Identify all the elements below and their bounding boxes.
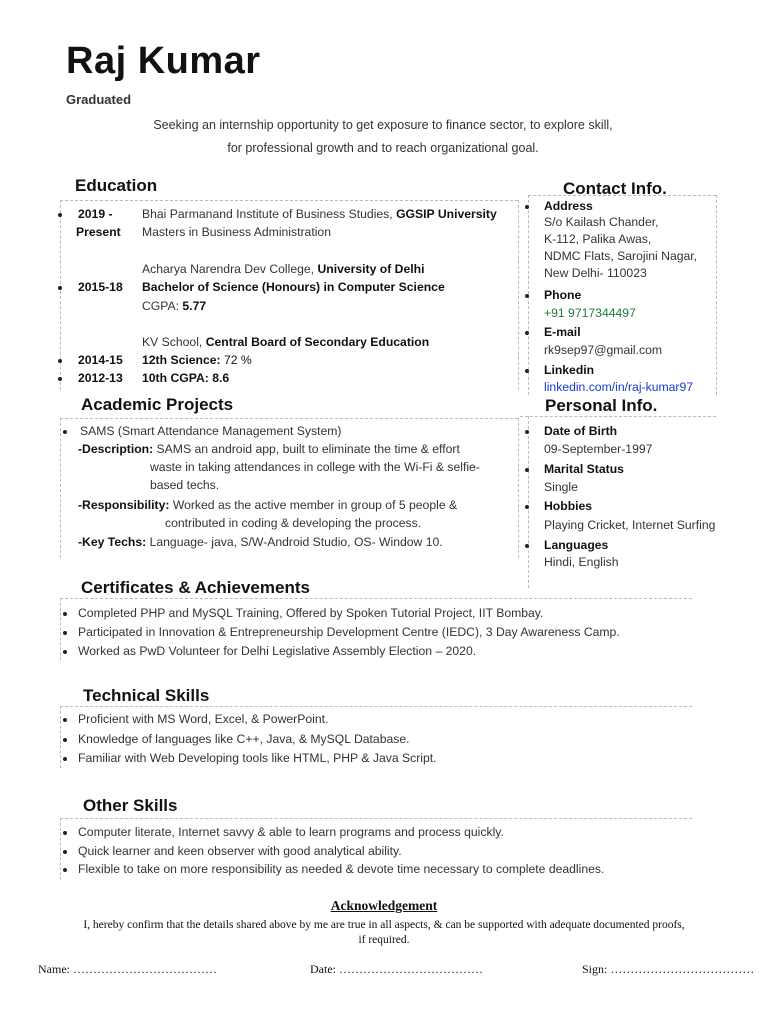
certificates-title: Certificates & Achievements	[81, 578, 310, 597]
bullet	[63, 868, 67, 872]
phone-number: +91 9717344497	[544, 306, 636, 320]
project-description: -Description: SAMS an android app, built to eliminate the time & effort	[78, 442, 460, 456]
other-skill-item: Flexible to take on more responsibility as needed & devote time necessary to complete deadlines.	[78, 862, 605, 876]
bullet	[525, 505, 529, 509]
marital-label: Marital Status	[544, 462, 624, 476]
bullet	[525, 294, 529, 298]
bullet	[63, 612, 67, 616]
dob-value: 09-September-1997	[544, 442, 653, 456]
languages-value: Hindi, English	[544, 555, 619, 569]
bullet	[63, 718, 67, 722]
divider	[518, 200, 519, 390]
bullet	[63, 650, 67, 654]
other-skill-item: Quick learner and keen observer with good analytical ability.	[78, 844, 402, 858]
divider	[60, 200, 518, 201]
marital-value: Single	[544, 480, 578, 494]
other-title: Other Skills	[83, 796, 178, 815]
edu-institution: KV School, Central Board of Secondary Education	[142, 335, 430, 349]
bullet	[525, 331, 529, 335]
divider	[60, 598, 692, 599]
bullet	[525, 430, 529, 434]
languages-label: Languages	[544, 538, 609, 552]
edu-year: 2014-15	[78, 353, 123, 367]
divider	[518, 418, 519, 558]
certificate-item: Participated in Innovation & Entrepreneurship Development Centre (IEDC), 3 Day Awareness Camp.	[78, 625, 620, 639]
divider	[60, 706, 61, 768]
divider	[60, 418, 61, 558]
edu-year: 2012-13	[78, 371, 123, 385]
edu-year: 2015-18	[78, 280, 123, 294]
projects-title: Academic Projects	[81, 395, 234, 414]
bullet	[63, 850, 67, 854]
edu-degree: Masters in Business Administration	[142, 225, 331, 239]
bullet	[58, 377, 62, 381]
bullet	[63, 757, 67, 761]
bullet	[63, 738, 67, 742]
project-name: SAMS (Smart Attendance Management System)	[80, 424, 342, 438]
address: S/o Kailash Chander, K-112, Palika Awas, NDMC Flats, Sarojini Nagar, New Delhi- 110023	[544, 215, 698, 280]
objective-line-1: Seeking an internship opportunity to get exposure to finance sector, to explore skill,	[153, 118, 613, 132]
bullet	[58, 213, 62, 217]
technical-title: Technical Skills	[83, 686, 210, 705]
dob-label: Date of Birth	[544, 424, 618, 438]
education-title: Education	[75, 176, 158, 195]
phone-label: Phone	[544, 288, 582, 302]
bullet	[58, 359, 62, 363]
certificate-item: Completed PHP and MySQL Training, Offered by Spoken Tutorial Project, IIT Bombay.	[78, 606, 544, 620]
personal-title: Personal Info.	[545, 396, 658, 415]
bullet	[525, 369, 529, 373]
edu-institution: Bhai Parmanand Institute of Business Studies, GGSIP University	[142, 207, 497, 221]
other-skill-item: Computer literate, Internet savvy & able to learn programs and process quickly.	[78, 825, 504, 839]
divider	[60, 818, 692, 819]
name-signature-field: Name: ………………………………	[38, 962, 217, 976]
edu-year: Present	[76, 225, 121, 239]
divider	[520, 416, 716, 417]
objective-line-2: for professional growth and to reach organizational goal.	[227, 141, 539, 155]
hobbies-label: Hobbies	[544, 499, 593, 513]
technical-item: Knowledge of languages like C++, Java, & MySQL Database.	[78, 732, 410, 746]
project-description-cont: waste in taking attendances in college with the Wi-Fi & selfie-	[150, 460, 480, 474]
edu-year: 2019 -	[78, 207, 113, 221]
date-signature-field: Date: ………………………………	[310, 962, 483, 976]
project-description-cont: based techs.	[150, 478, 220, 492]
technical-item: Proficient with MS Word, Excel, & PowerPoint.	[78, 712, 329, 726]
bullet	[525, 544, 529, 548]
bullet	[63, 631, 67, 635]
hobbies-value: Playing Cricket, Internet Surfing	[544, 518, 716, 532]
divider	[60, 418, 518, 419]
certificate-item: Worked as PwD Volunteer for Delhi Legislative Assembly Election – 2020.	[78, 644, 477, 658]
objective	[100, 114, 666, 160]
edu-score: 10th CGPA: 8.6	[142, 371, 230, 385]
linkedin-label: Linkedin	[544, 363, 595, 377]
contact-title: Contact Info.	[563, 179, 667, 198]
bullet	[63, 831, 67, 835]
edu-degree: Bachelor of Science (Honours) in Computer Science	[142, 280, 445, 294]
resume-name: Raj Kumar	[66, 40, 261, 82]
acknowledgement-text: I, hereby confirm that the details shared above by me are true in all aspects, & can be supported with adequate documented proofs, if required.	[83, 919, 685, 946]
linkedin-link[interactable]: linkedin.com/in/raj-kumar97	[544, 380, 694, 394]
sign-signature-field: Sign: ………………………………	[582, 962, 755, 976]
edu-cgpa: CGPA: 5.77	[142, 299, 207, 313]
divider	[60, 818, 61, 880]
bullet	[58, 286, 62, 290]
edu-institution: Acharya Narendra Dev College, University of Delhi	[142, 262, 425, 276]
divider	[528, 195, 716, 196]
address-label: Address	[544, 199, 593, 213]
divider	[716, 195, 717, 395]
edu-score: 12th Science: 72 %	[142, 353, 252, 367]
technical-item: Familiar with Web Developing tools like HTML, PHP & Java Script.	[78, 751, 437, 765]
email-address[interactable]: rk9sep97@gmail.com	[544, 343, 663, 357]
resume-subtitle: Graduated	[66, 92, 132, 107]
divider	[60, 598, 61, 660]
bullet	[525, 468, 529, 472]
email-label: E-mail	[544, 325, 581, 339]
bullet	[525, 205, 529, 209]
acknowledgement-title: Acknowledgement	[330, 898, 438, 913]
divider	[60, 706, 692, 707]
bullet	[63, 430, 67, 434]
divider	[528, 416, 529, 588]
project-responsibility-cont: contributed in coding & developing the process.	[165, 516, 422, 530]
project-techs: -Key Techs: Language- java, S/W-Android Studio, OS- Window 10.	[78, 535, 443, 549]
project-responsibility: -Responsibility: Worked as the active member in group of 5 people &	[78, 498, 458, 512]
